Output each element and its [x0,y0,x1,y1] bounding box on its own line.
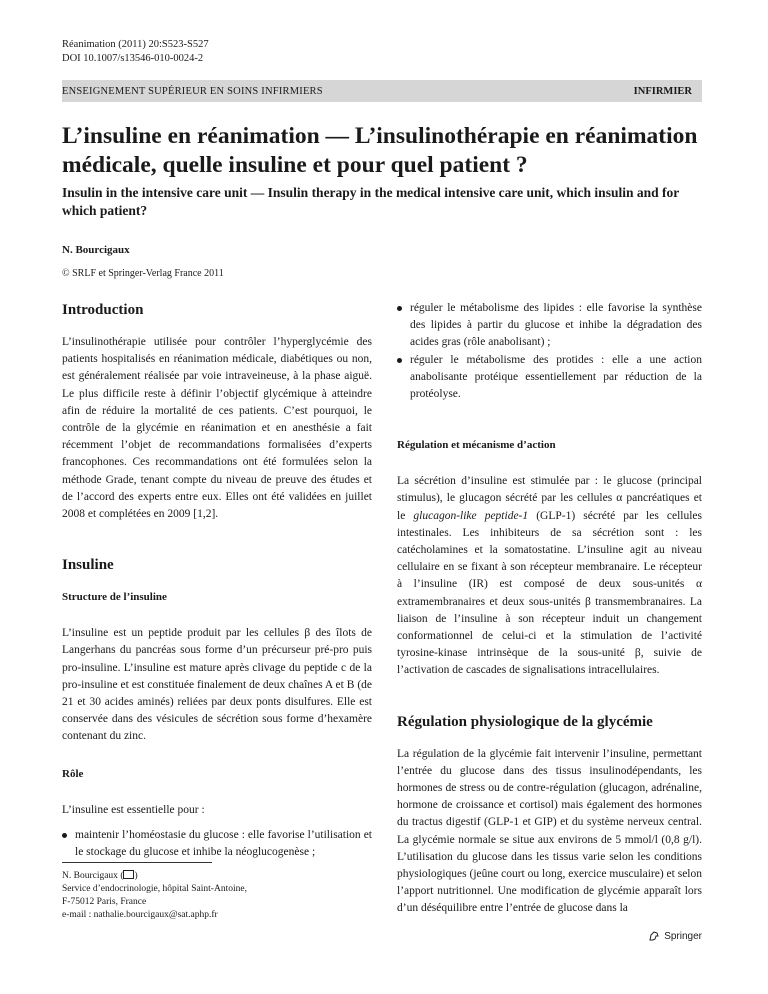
list-item [397,300,702,352]
banner-category-label: INFIRMIER [633,85,692,97]
physiological-regulation-heading: Régulation physiologique de la glycémie [397,713,653,730]
regulation-text-glp1: glucagon-like peptide-1 [413,509,529,522]
publisher-name: Springer [664,930,702,942]
author-footnote: N. Bourcigaux ( ) Service d’endocrinologie, hôpital Saint-Antoine, F-75012 Paris, France e-mail : nathalie.bourcigaux@sat.aphp.fr [62,862,372,922]
structure-heading: Structure de l’insuline [62,591,167,604]
right-column [397,300,702,918]
regulation-paragraph [397,473,702,679]
insuline-heading: Insuline [62,557,114,574]
journal-citation: Réanimation (2011) 20:S523-S527 [62,39,209,50]
article-subtitle: Insulin in the intensive care unit — Insulin therapy in the medical intensive care unit, which insulin and for which patient? [62,185,679,218]
left-column [62,300,372,861]
footnote-address: F-75012 Paris, France [62,897,147,907]
role-list-continued [397,300,702,403]
banner-section-label: ENSEIGNEMENT SUPÉRIEUR EN SOINS INFIRMIERS [62,85,323,97]
footnote-divider [62,862,212,863]
springer-horse-icon [648,930,660,942]
footnote-author: N. Bourcigaux [62,871,118,881]
regulation-heading: Régulation et mécanisme d’action [397,439,556,452]
list-item [62,827,372,861]
envelope-icon [123,870,134,879]
role-bullet-text: maintenir l’homéostasie du glucose : elle favorise l’utilisation et le stockage du glucose et inhibe la néoglucogenèse ; [75,828,372,859]
footnote-affiliation: Service d’endocrinologie, hôpital Saint-Antoine, [62,884,247,894]
author-name: N. Bourcigaux [62,244,130,256]
role-list [62,827,372,861]
footnote-email[interactable]: e-mail : nathalie.bourcigaux@sat.aphp.fr [62,910,218,920]
copyright-notice: © SRLF et Springer-Verlag France 2011 [62,268,224,279]
bullet-icon [397,358,402,363]
physiological-regulation-paragraph: La régulation de la glycémie fait intervenir l’insuline, permettant l’entrée du glucose dans des tissus insulinodépendants, les hormones de stress ou de contre-régulation (glucagon, adrénaline, hormone de croissance et cortisol) mais également des hormones du tractus digestif (GLP-1 et GIP) et du système nerveux central. La glycémie normale se situe aux environs de 5 mmol/l (0,8 g/l). L’utilisation du glucose dans les tissus varie selon les conditions physiologiques (jeûne court ou long, exercice musculaire) et selon l’apport nutritionnel. Une modification de glycémie apparaît lors d’un déséquilibre entre l’entrée de glucose dans la [397,747,702,915]
publisher-logo [648,930,702,942]
introduction-paragraph: L’insulinothérapie utilisée pour contrôler l’hyperglycémie des patients hospitalisés en réanimation médicale, diabétiques ou non, est généralement réalisée par voie intraveineuse, à la phase aiguë. Le plus difficile reste à définir l’objectif glycémique à atteindre afin de réduire la mortalité de ces patients. C’est pourquoi, le contrôle de la glycémie en réanimation et en anesthésie a fait récemment l’objet de recommandations formalisées d’experts francophones. Ces recommandations ont été formulées selon la méthode Grade, tenant compte du niveau de preuve des études et de l’accord des experts entre eux. Elles ont été validées en juillet 2008 et complétées en 2009 [1,2]. [62,336,372,521]
protein-bullet-text: réguler le métabolisme des protides : elle a une action anabolisante protéique essentiellement par réduction de la protéolyse. [410,353,702,401]
section-banner [62,80,702,102]
structure-paragraph: L’insuline est un peptide produit par les cellules β des îlots de Langerhans du pancréas sous forme d’un précurseur pré-pro puis pro-insuline. L’insuline est mature après clivage du peptide c de la pro-insuline et est constituée finalement de deux chaînes A et B (de 21 et 30 acides aminés) reliées par deux ponts disulfures. Elle est conservée dans des vésicules de sécrétion sous forme d’hexamère contenant du zinc. [62,627,372,743]
list-item [397,352,702,404]
doi: DOI 10.1007/s13546-010-0024-2 [62,53,204,64]
regulation-text-b: (GLP-1) sécrété par les cellules intestinales. Les inhibiteurs de sa sécrétion sont : les catécholamines et la somatostatine. L’insuline agit au niveau cellulaire en se fixant à son récepteur membranaire. Le récepteur à l’insuline (IR) est composé de deux sous-unités α extramembranaires et deux sous-unités β transmembranaires. La liaison de l’insuline à son récepteur induit un changement conformationnel de celui-ci et la stimulation de l’activité tyrosine-kinase intrinsèque de la sous-unité β, suivie de l’activation de cascades de signalisations intracellulaires. [397,509,703,677]
role-intro: L’insuline est essentielle pour : [62,803,205,816]
bullet-icon [397,306,402,311]
role-heading: Rôle [62,767,84,780]
bullet-icon [62,833,67,838]
regulation-text-a: La sécrétion d’insuline est stimulée par : le glucose (principal stimulus), le glucagon sécrété par les cellules α pancréatiques et le [397,475,702,522]
journal-reference [62,38,209,66]
lipid-bullet-text: réguler le métabolisme des lipides : elle favorise la synthèse des lipides à partir du glucose et inhibe la dégradation des acides gras (rôle anabolisant) ; [410,302,702,349]
article-title: L’insuline en réanimation — L’insulinothérapie en réanimation médicale, quelle insuline et pour quel patient ? [62,123,698,178]
introduction-heading: Introduction [62,302,144,318]
